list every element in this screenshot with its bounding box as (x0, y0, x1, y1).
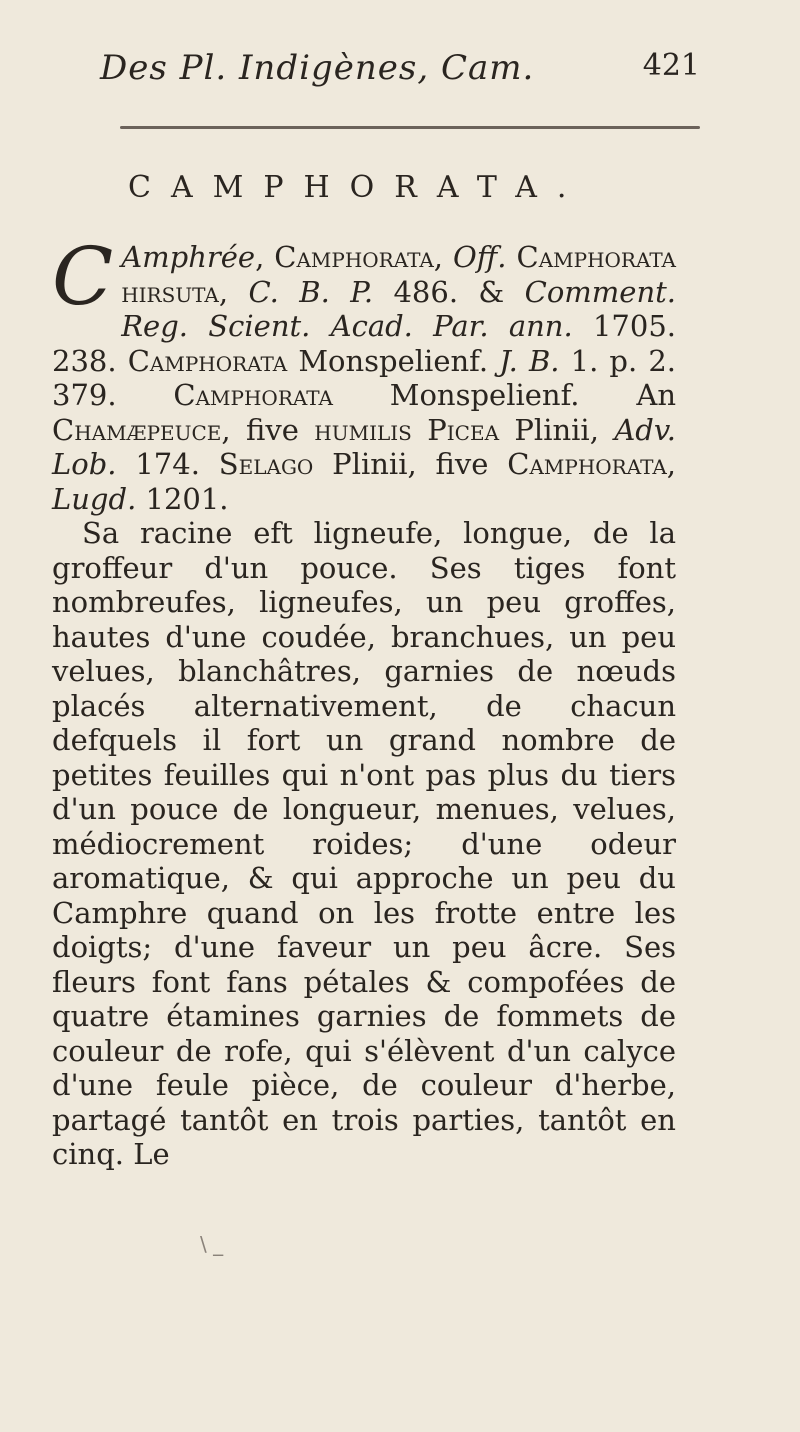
synonymy-entry (52, 230, 677, 516)
entry-segment: J. B. (499, 343, 560, 378)
entry-segment: Camphorata hirsuta (121, 240, 677, 309)
entry-segment: Adv. Lob. (52, 412, 676, 481)
body-text (52, 230, 677, 1172)
stray-mark: \ _ (200, 1232, 224, 1256)
page-number: 421 (642, 48, 700, 83)
entry-segment: Camphorata (173, 378, 333, 412)
entry-segment: 174. (116, 447, 219, 481)
entry-segment: Off. (452, 240, 507, 274)
section-title: CAMPHORATA. (128, 170, 587, 205)
entry-segment: Camphorata (507, 447, 667, 481)
entry-segment: 1705. 238. (52, 309, 676, 378)
entry-segment: , (666, 447, 676, 481)
entry-segment: Selago (218, 447, 314, 481)
entry-segment: , (433, 240, 453, 274)
entry-segment: 1. p. 2. 379. (52, 343, 677, 412)
drop-cap: C (52, 230, 114, 323)
entry-segment: Camphorata (274, 240, 434, 274)
entry-segment: humilis Picea (314, 412, 500, 447)
running-head-title: Des Pl. Indigènes, Cam. (100, 48, 535, 88)
entry-segment: Plinii, (499, 412, 615, 447)
header-rule (120, 126, 700, 129)
entry-segment: Amphrée (121, 240, 256, 274)
entry-segment: 1201. (136, 481, 229, 516)
entry-segment: Lugd. (52, 481, 137, 516)
entry-segment: Monspelienf. (287, 343, 500, 378)
description-paragraph: Sa racine eft ligneufe, longue, de la groffeur d'un pouce. Ses tiges font nombreufes, ligneufes, un peu groffes, hautes d'une coudée, branchues, un peu velues, blanchâtres, garnies de nœuds placés alternativement, de chacun defquels il fort un grand nombre de petites feuilles qui n'ont pas plus du tiers d'un pouce de longueur, menues, velues, médiocrement roides; d'une odeur aromatique, & qui approche un peu du Camphre quand on les frotte entre les doigts; d'une faveur un peu âcre. Ses fleurs font fans pétales & compofées de quatre étamines garnies de fommets de couleur de rofe, qui s'élèvent d'un calyce d'une feule pièce, de couleur d'herbe, partagé tantôt en trois parties, tantôt en cinq. Le (52, 516, 676, 1171)
entry-segment: 486. & (373, 274, 525, 309)
entry-segment: Comment. Reg. Scient. Acad. Par. ann. (121, 274, 676, 343)
entry-segment (507, 240, 517, 274)
entry-segment: , (218, 274, 249, 309)
entry-segment: Monspelienf. An (332, 378, 676, 412)
entry-segment: , five (221, 412, 315, 447)
entry-segment: Chamæpeuce (52, 412, 222, 447)
entry-segment: C. B. P. (248, 274, 374, 309)
entry-segment: Camphorata (127, 343, 288, 378)
entry-segment: , (255, 240, 275, 274)
entry-segment: Plinii, five (313, 447, 508, 481)
running-head (100, 42, 700, 98)
